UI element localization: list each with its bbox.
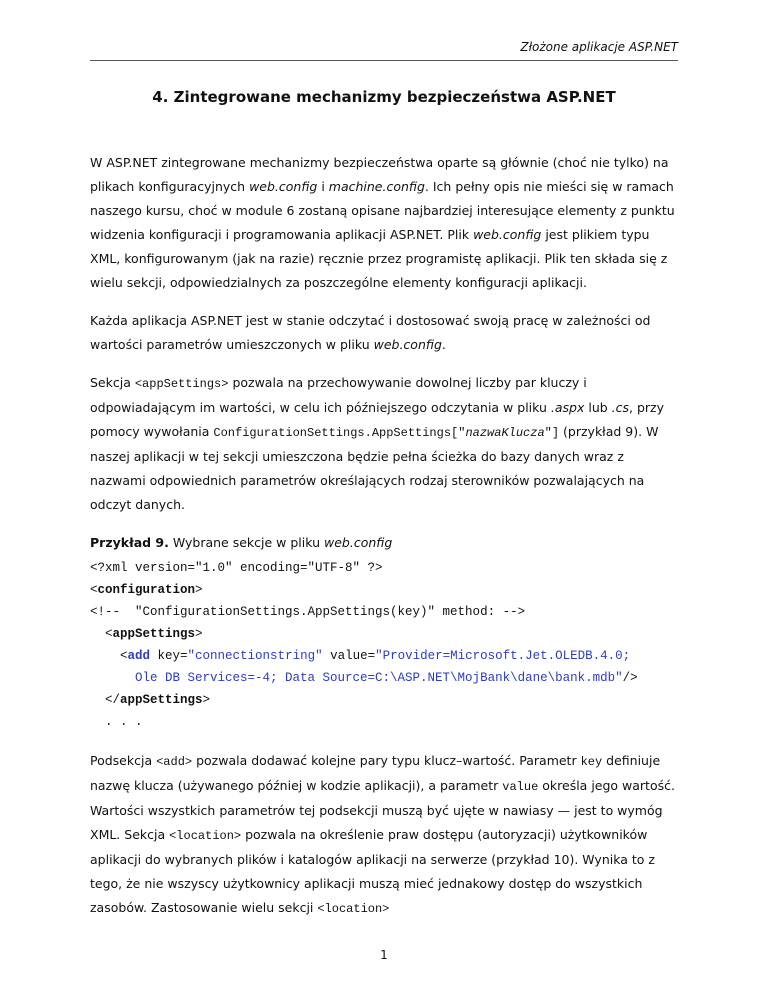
text-run: web.config — [249, 179, 318, 194]
code-run: Ole DB Services=-4; Data Source=C:\ASP.NET\MojBank\dane\bank.mdb" — [90, 671, 623, 685]
paragraph — [90, 151, 678, 295]
text-run: określa jego wartość. Wartości wszystkich parametrów tej podsekcji muszą być ujęte w nawiasy — jest to wymóg XML. Sekcja — [90, 778, 675, 842]
text-run: nazwaKlucza — [465, 426, 545, 440]
code-block — [90, 557, 678, 733]
code-run: < — [90, 627, 113, 641]
code-run: </ — [90, 693, 121, 707]
code-run: <!-- "ConfigurationSettings.AppSettings(key)" method: --> — [90, 605, 526, 619]
code-line — [90, 601, 678, 623]
code-run: appSettings — [120, 693, 203, 707]
paragraph — [90, 371, 678, 517]
code-run: configuration — [97, 583, 196, 597]
text-run: "] — [544, 426, 560, 440]
code-run: "connectionstring" — [187, 649, 323, 663]
page-footer — [0, 948, 768, 962]
code-run: value= — [322, 649, 376, 663]
code-run: add — [127, 649, 151, 663]
document-content — [90, 151, 678, 921]
code-run: < — [90, 583, 98, 597]
code-run: < — [90, 649, 128, 663]
example-caption — [90, 531, 678, 555]
code-run: > — [202, 693, 211, 707]
code-run: "Provider=Microsoft.Jet.OLEDB.4.0; — [375, 649, 631, 663]
code-run: /> — [622, 671, 638, 685]
text-run: Podsekcja — [90, 753, 157, 768]
text-run: . — [441, 337, 446, 352]
text-run: (przykład 9). W naszej aplikacji w tej sekcji umieszczona będzie pełna ścieżka do bazy danych wraz z nazwami odpowiednich parametrów określających rodzaj sterowników pozwalających na odczyt danych. — [90, 424, 659, 512]
code-run: key= — [150, 649, 188, 663]
code-line — [90, 667, 678, 689]
text-run: lub — [584, 400, 612, 415]
paragraph — [90, 309, 678, 357]
text-run: .aspx — [550, 400, 585, 415]
text-run: ConfigurationSettings.AppSettings[" — [213, 426, 466, 440]
text-run: <add> — [156, 755, 193, 769]
code-run: > — [195, 627, 203, 641]
text-run: definiuje nazwę klucza (używanego później w kodzie aplikacji), a parametr — [90, 753, 661, 793]
code-line — [90, 579, 678, 601]
text-run: pozwala dodawać kolejne pary typu klucz–wartość. Parametr — [192, 753, 581, 768]
text-run: Każda aplikacja ASP.NET jest w stanie odczytać i dostosować swoją pracę w zależności od wartości parametrów umieszczonych w pliku — [90, 313, 651, 352]
text-run: pozwala na określenie praw dostępu (autoryzacji) użytkowników aplikacji do wybranych plików i katalogów aplikacji na serwerze (przykład 10). Wynika to z tego, że nie wszyscy użytkownicy aplikacji muszą mieć jednakowy dostęp do wszystkich zasobów. Zastosowanie wielu sekcji — [90, 827, 655, 915]
text-run: value — [502, 780, 539, 794]
text-run: , przy pomocy wywołania — [90, 400, 664, 439]
text-run: Wybrane sekcje w pliku — [168, 535, 324, 550]
code-line — [90, 711, 678, 733]
page-header — [90, 36, 678, 61]
text-run: key — [580, 755, 603, 769]
running-header-text: Złożone aplikacje ASP.NET — [520, 40, 678, 54]
text-run: i — [317, 179, 329, 194]
text-run: <location> — [317, 902, 390, 916]
page-title: 4. Zintegrowane mechanizmy bezpieczeństwa ASP.NET — [152, 88, 616, 106]
text-run: <appSettings> — [134, 377, 229, 391]
code-run: appSettings — [112, 627, 196, 641]
text-run: W ASP.NET zintegrowane mechanizmy bezpieczeństwa oparte są głównie (choć nie tylko) na plikach konfiguracyjnych — [90, 155, 669, 194]
code-line — [90, 645, 678, 667]
code-line — [90, 623, 678, 645]
paragraph — [90, 749, 678, 921]
code-run: . . . — [90, 715, 143, 729]
text-run: . Ich pełny opis nie mieści się w ramach naszego kursu, choć w module 6 zostaną opisane najbardziej interesujące elementy z punktu widzenia konfiguracji i programowania aplikacji ASP.NET. Plik — [90, 179, 675, 242]
text-run: web.config — [373, 337, 442, 352]
text-run: .cs — [611, 400, 630, 415]
text-run: Przykład 9. — [90, 535, 169, 550]
code-line — [90, 689, 678, 711]
text-run: Sekcja — [90, 375, 135, 390]
page-number: 1 — [380, 948, 388, 962]
text-run: machine.config — [328, 179, 425, 194]
code-run: <?xml version="1.0" encoding="UTF-8" ?> — [90, 561, 383, 575]
code-run: > — [195, 583, 203, 597]
text-run: <location> — [169, 829, 242, 843]
text-run: web.config — [324, 535, 393, 550]
code-line — [90, 557, 678, 579]
text-run: pozwala na przechowywanie dowolnej liczby par kluczy i odpowiadającym im wartości, w celu ich późniejszego odczytania w pliku — [90, 375, 587, 415]
text-run: web.config — [473, 227, 542, 242]
text-run: jest plikiem typu XML, konfigurowanym (jak na razie) ręcznie przez programistę aplikacji. Plik ten składa się z wielu sekcji, odpowiedzialnych za poszczególne elementy konfiguracji aplikacji. — [90, 227, 668, 290]
